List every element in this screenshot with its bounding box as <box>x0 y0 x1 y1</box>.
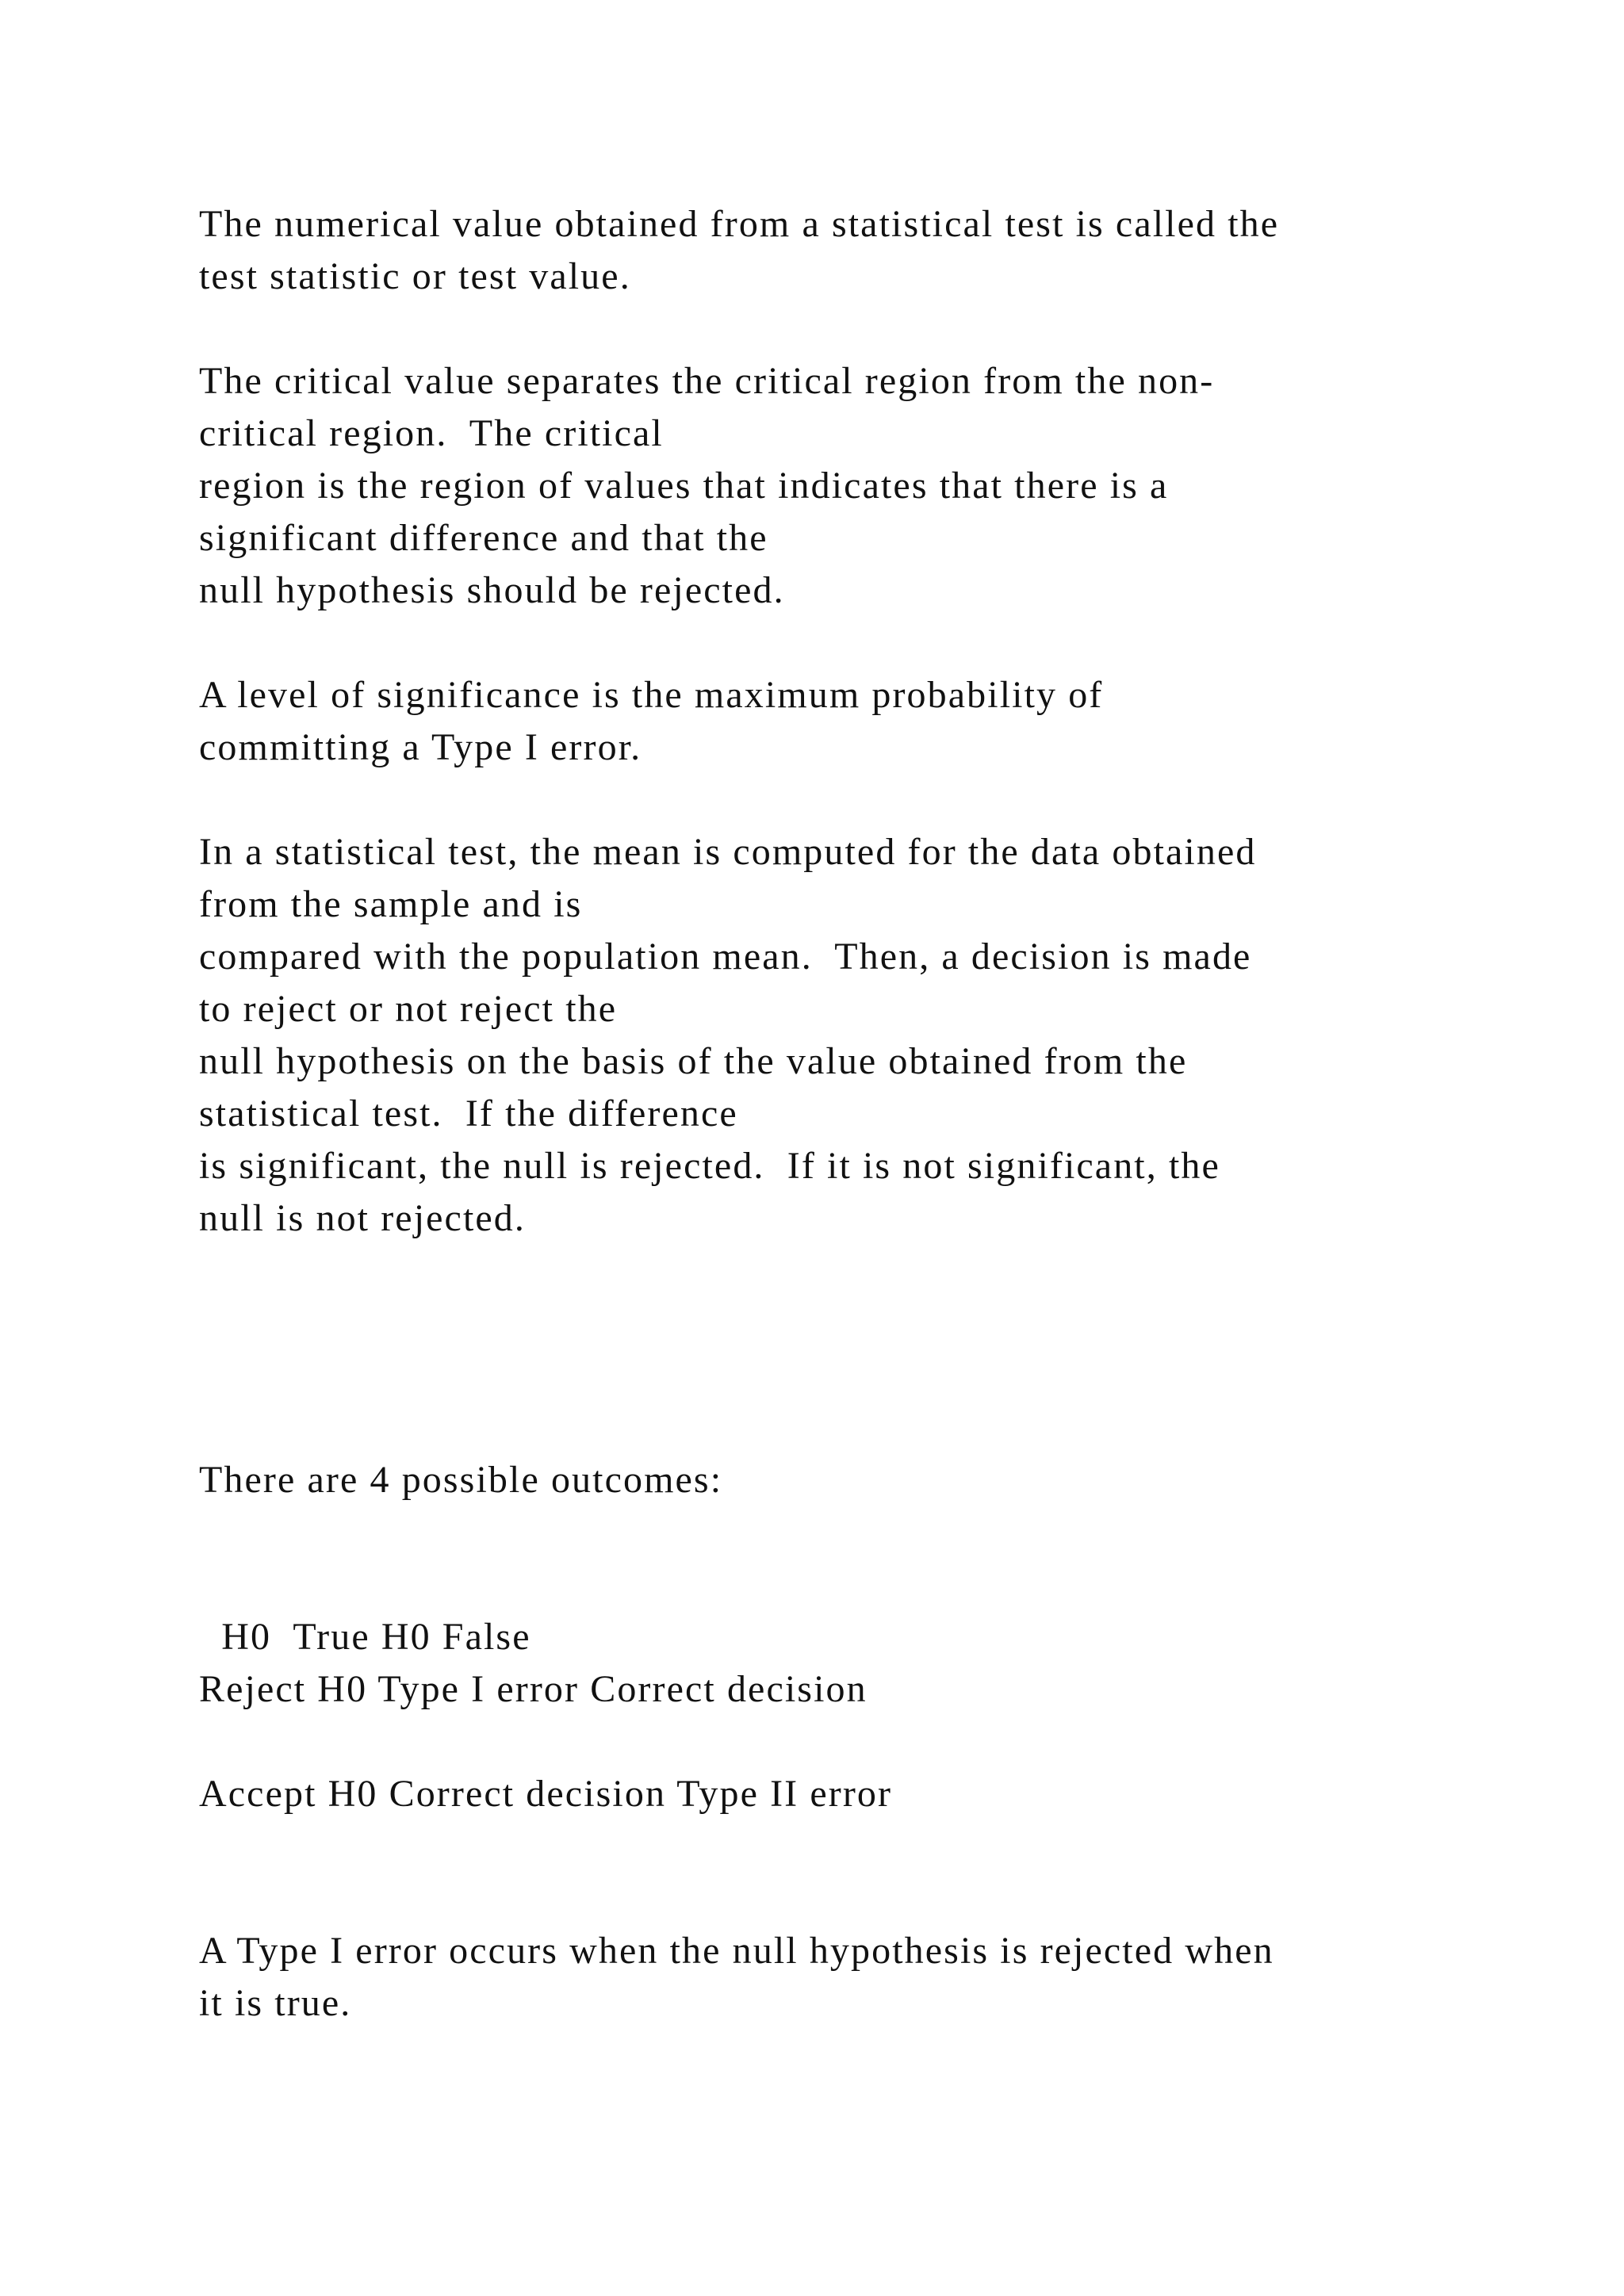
blank-line <box>199 1873 1507 1925</box>
blank-line <box>199 617 1507 669</box>
blank-line <box>199 1820 1507 1873</box>
text-line: critical region. The critical <box>199 412 664 454</box>
text-line: The numerical value obtained from a statistical test is called the <box>199 203 1280 245</box>
text-line: null hypothesis on the basis of the value obtained from the <box>199 1040 1188 1082</box>
text-line: to reject or not reject the <box>199 988 618 1030</box>
text-line: it is true. <box>199 1982 352 2024</box>
text-line: The critical value separates the critical region from the non- <box>199 360 1215 402</box>
text-line: from the sample and is <box>199 883 583 925</box>
text-line: committing a Type I error. <box>199 726 642 768</box>
text-line: significant difference and that the <box>199 517 768 559</box>
text-line: statistical test. If the difference <box>199 1093 738 1135</box>
blank-line <box>199 1716 1507 1768</box>
text-line: A level of significance is the maximum probability of <box>199 674 1104 716</box>
blank-line <box>199 1559 1507 1611</box>
blank-line <box>199 774 1507 826</box>
document-body <box>199 198 1507 2030</box>
text-line: is significant, the null is rejected. If it is not significant, the <box>199 1145 1220 1187</box>
outcome-table-row: Reject H0 Type I error Correct decision <box>199 1668 868 1710</box>
blank-line <box>199 1297 1507 1349</box>
blank-line <box>199 1402 1507 1454</box>
outcome-table-header: H0 True H0 False <box>199 1616 531 1658</box>
blank-line <box>199 1245 1507 1297</box>
text-line: In a statistical test, the mean is computed for the data obtained <box>199 831 1257 873</box>
text-line: There are 4 possible outcomes: <box>199 1459 723 1501</box>
text-line: region is the region of values that indicates that there is a <box>199 465 1169 507</box>
text-line: null hypothesis should be rejected. <box>199 569 785 611</box>
text-line: test statistic or test value. <box>199 255 631 297</box>
text-line: compared with the population mean. Then, a decision is made <box>199 936 1252 978</box>
text-line: A Type I error occurs when the null hypothesis is rejected when <box>199 1930 1274 1972</box>
blank-line <box>199 1506 1507 1559</box>
blank-line <box>199 1349 1507 1402</box>
blank-line <box>199 303 1507 355</box>
outcome-table-row: Accept H0 Correct decision Type II error <box>199 1773 893 1815</box>
text-line: null is not rejected. <box>199 1197 526 1239</box>
